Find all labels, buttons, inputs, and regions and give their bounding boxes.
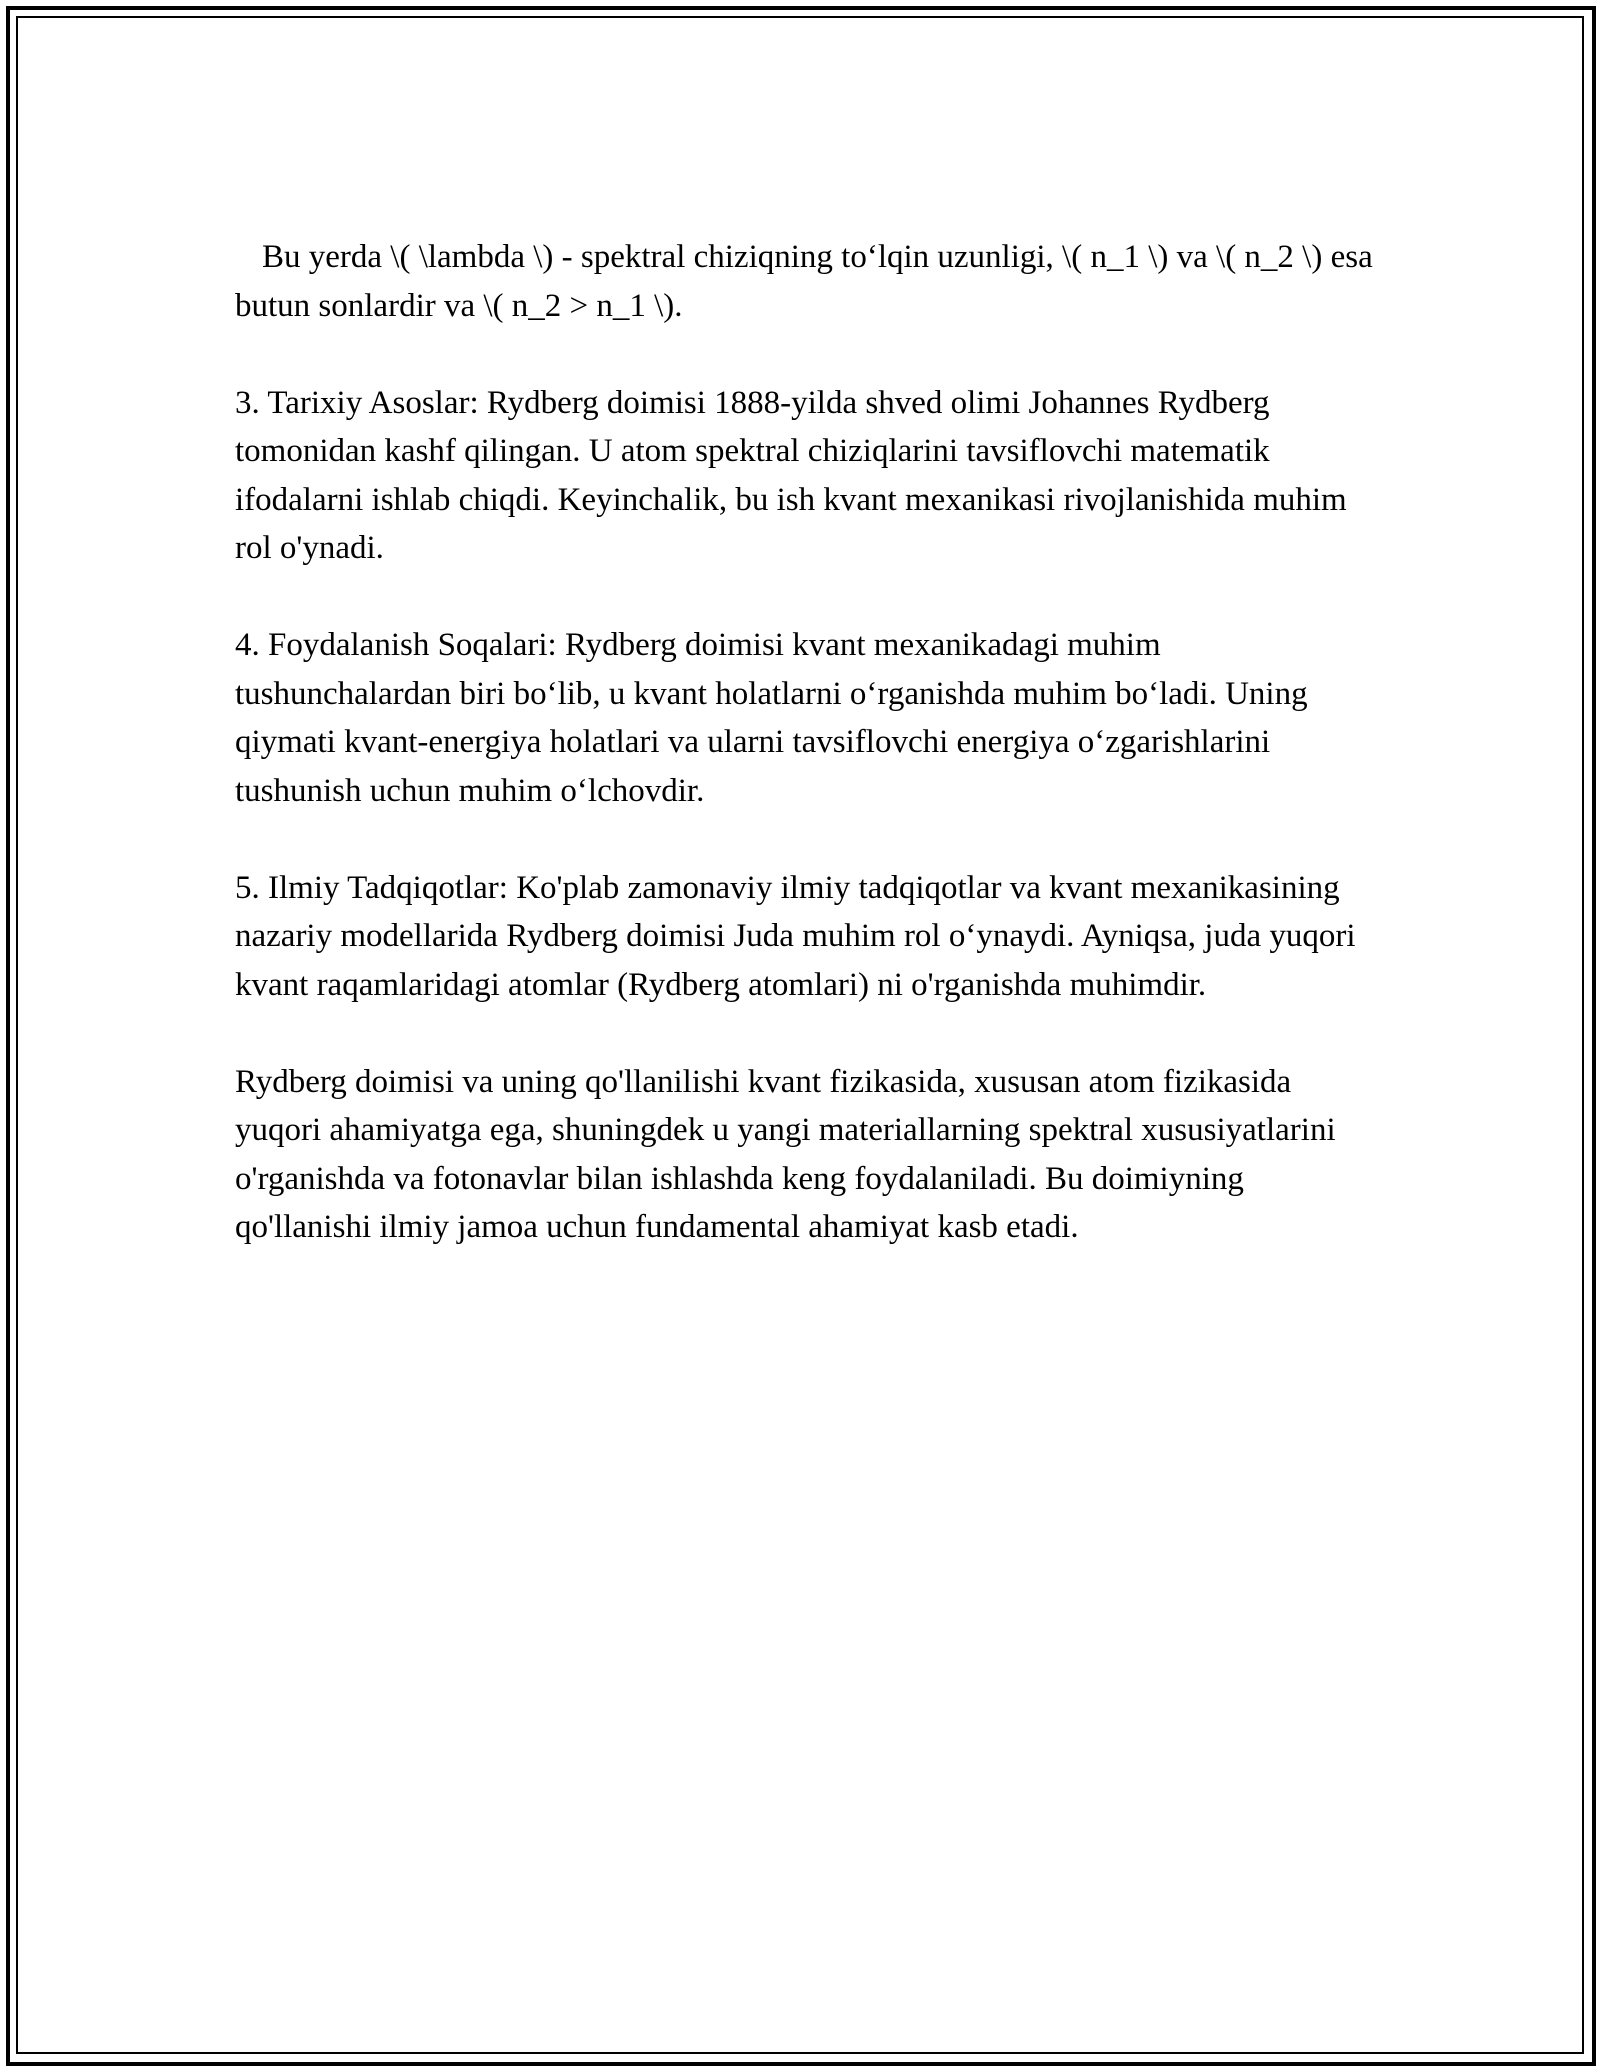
paragraph-historical-background: 3. Tarixiy Asoslar: Rydberg doimisi 1888-yilda shved olimi Johannes Rydberg tomonidan kashf qilingan. U atom spektral chiziqlarini tavsiflovchi matematik ifodalarni ishlab chiqdi. Keyinchalik, bu ish kvant mexanikasi rivojlanishida muhim rol o'ynadi.: [235, 384, 1347, 566]
paragraph-formula-explanation: Bu yerda \( \lambda \) - spektral chiziqning to‘lqin uzunligi, \( n_1 \) va \( n_2 \) esa butun sonlardir va \( n_2 > n_1 \).: [235, 239, 1373, 324]
paragraph-scientific-research: 5. Ilmiy Tadqiqotlar: Ko'plab zamonaviy ilmiy tadqiqotlar va kvant mexanikasining nazariy modellarida Rydberg doimisi Juda muhim rol o‘ynaydi. Ayniqsa, juda yuqori kvant raqamlaridagi atomlar (Rydberg atomlari) ni o'rganishda muhimdir.: [235, 869, 1356, 1003]
document-body: [235, 233, 1375, 1300]
paragraph-areas-of-use: 4. Foydalanish Soqalari: Rydberg doimisi kvant mexanikadagi muhim tushunchalardan biri bo‘lib, u kvant holatlarni o‘rganishda muhim bo‘ladi. Uning qiymati kvant-energiya holatlari va ularni tavsiflovchi energiya o‘zgarishlarini tushunish uchun muhim o‘lchovdir.: [235, 627, 1308, 809]
paragraph-conclusion: Rydberg doimisi va uning qo'llanilishi kvant fizikasida, xususan atom fizikasida yuqori ahamiyatga ega, shuningdek u yangi materiallarning spektral xususiyatlarini o'rganishda va fotonavlar bilan ishlashda keng foydalaniladi. Bu doimiyning qo'llanishi ilmiy jamoa uchun fundamental ahamiyat kasb etadi.: [235, 1063, 1336, 1245]
